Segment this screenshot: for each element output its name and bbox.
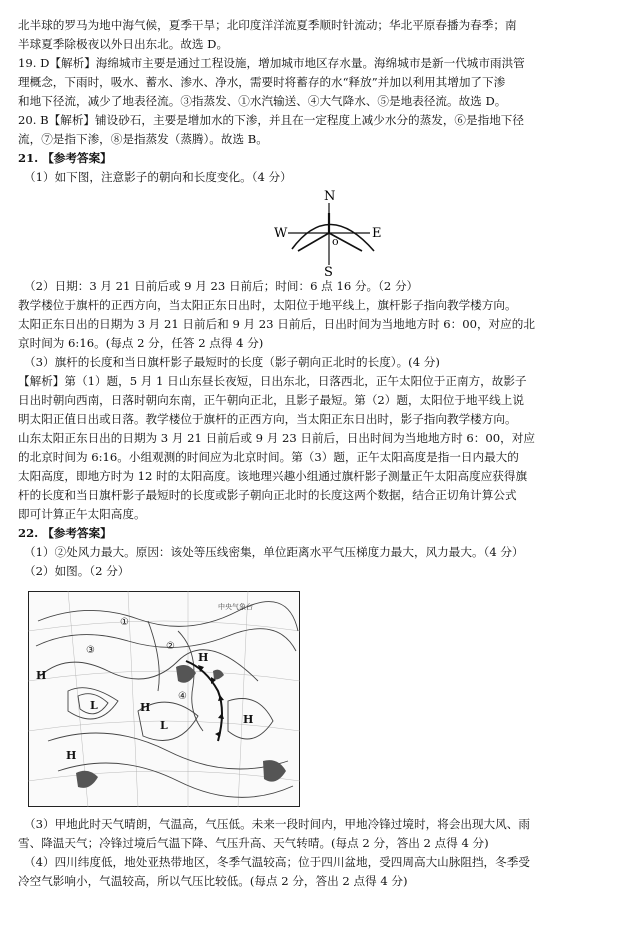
map-label-l: L (160, 719, 168, 732)
q20-line: 20. B【解析】铺设砂石，主要是增加水的下渗，并且在一定程度上减少水分的蒸发，⑥是指地下径 (18, 113, 524, 127)
q21-part2: （2）日期：3 月 21 日前后或 9 月 23 日前后；时间：6 点 16 分。（2 分） (24, 279, 419, 293)
q21-part1: （1）如下图，注意影子的朝向和长度变化。（4 分） (24, 170, 292, 184)
compass-w-label: W (274, 226, 288, 241)
map-marker: ① (120, 617, 129, 628)
map-label-l: L (90, 699, 98, 712)
q21-explain-line: 即可计算正午太阳高度。 (18, 507, 146, 521)
text-line: 北半球的罗马为地中海气候，夏季干旱；北印度洋洋流夏季顺时针流动；华北平原春播为春季；南 (18, 18, 517, 32)
weather-map-figure (28, 591, 300, 807)
map-label-h: H (243, 713, 254, 726)
q22-heading: 22. 【参考答案】 (18, 526, 112, 540)
q22-part2: （2）如图。（2 分） (24, 564, 130, 578)
compass-s-label: S (324, 265, 333, 277)
q19-line: 19. D【解析】海绵城市主要是通过工程设施，增加城市地区存水量。海绵城市是新一代城市雨洪管 (18, 56, 525, 70)
q21-explain-line: 【解析】第（1）题，5 月 1 日山东昼长夜短，日出东北，日落西北，正午太阳位于正南方，故影子 (18, 374, 527, 388)
answer-page (18, 16, 618, 891)
map-label-h: H (66, 749, 77, 762)
q21-part2-line: 京时间为 6:16。(每点 2 分，任答 2 点得 4 分) (18, 336, 264, 350)
compass-origin-label: o (332, 235, 339, 248)
compass-e-label: E (372, 226, 382, 241)
map-agency-label: 中央气象台 (218, 603, 253, 611)
shadow-sunrise-line (298, 233, 329, 251)
compass-svg (258, 189, 398, 277)
q21-explain-line: 的北京时间为 6:16。小组观测的时间应为北京时间。第（3）题，正午太阳高度是指一日内最大的 (18, 450, 519, 464)
q21-explain-line: 日出时朝向西南，日落时朝向东南，正午朝向正北，且影子最短。第（2）题，太阳位于地平线上说 (18, 393, 524, 407)
weather-map-svg (28, 591, 300, 807)
q21-part3: （3）旗杆的长度和当日旗杆影子最短时的长度（影子朝向正北时的长度）。(4 分) (24, 355, 440, 369)
shadow-compass-diagram (18, 189, 618, 277)
map-label-h: H (198, 651, 209, 664)
map-marker: ② (166, 641, 175, 652)
map-marker: ④ (178, 691, 187, 702)
q20-line: 流，⑦是指下渗，⑧是指蒸发（蒸腾）。故选 B。 (18, 132, 268, 146)
q22-part1: （1）②处风力最大。原因：该处等压线密集，单位距离水平气压梯度力最大，风力最大。（4 分） (24, 545, 524, 559)
q21-heading: 21. 【参考答案】 (18, 151, 112, 165)
q21-explain-line: 太阳高度，即地方时为 12 时的太阳高度。该地理兴趣小组通过旗杆影子测量正午太阳高度应获得旗 (18, 469, 528, 483)
q21-explain-line: 杆的长度和当日旗杆影子最短时的长度或影子朝向正北时的长度这两个数据，结合正切角计算公式 (18, 488, 517, 502)
compass-n-label: N (324, 189, 336, 204)
q22-part3-line: 雪、降温天气；冷锋过境后气温下降、气压升高、天气转晴。(每点 2 分，答出 2 点得 4 分) (18, 836, 489, 850)
map-label-h: H (140, 701, 151, 714)
q19-line: 理概念，下雨时，吸水、蓄水、渗水、净水，需要时将蓄存的水“释放”并加以利用其增加了下渗 (18, 75, 506, 89)
q21-part2-line: 太阳正东日出的日期为 3 月 21 日前后和 9 月 23 日前后，日出时间为当地地方时 6：00，对应的北 (18, 317, 535, 331)
q19-line: 和地下径流，减少了地表径流。③指蒸发、①水汽输送、④大气降水、⑤是地表径流。故选 D。 (18, 94, 507, 108)
q22-part4-line: 冷空气影响小，气温较高，所以气压比较低。(每点 2 分，答出 2 点得 4 分) (18, 874, 408, 888)
q21-explain-line: 山东太阳正东日出的日期为 3 月 21 日前后或 9 月 23 日前后，日出时间为当地地方时 6：00，对应 (18, 431, 535, 445)
q22-part4-line: （4）四川纬度低，地处亚热带地区，冬季气温较高；位于四川盆地，受四周高大山脉阻挡，冬季受 (24, 855, 530, 869)
q21-explain-line: 明太阳正值日出或日落。教学楼位于旗杆的正西方向，当太阳正东日出时，影子指向教学楼方向。 (18, 412, 517, 426)
map-marker: ③ (86, 645, 95, 656)
map-label-h: H (36, 669, 47, 682)
text-line: 半球夏季除极夜以外日出东北。故选 D。 (18, 37, 229, 51)
q22-part3-line: （3）甲地此时天气晴朗，气温高，气压低。未来一段时间内，甲地冷锋过境时，将会出现大风、雨 (24, 817, 530, 831)
q21-part2-line: 教学楼位于旗杆的正西方向，当太阳正东日出时，太阳位于地平线上，旗杆影子指向教学楼方向。 (18, 298, 517, 312)
